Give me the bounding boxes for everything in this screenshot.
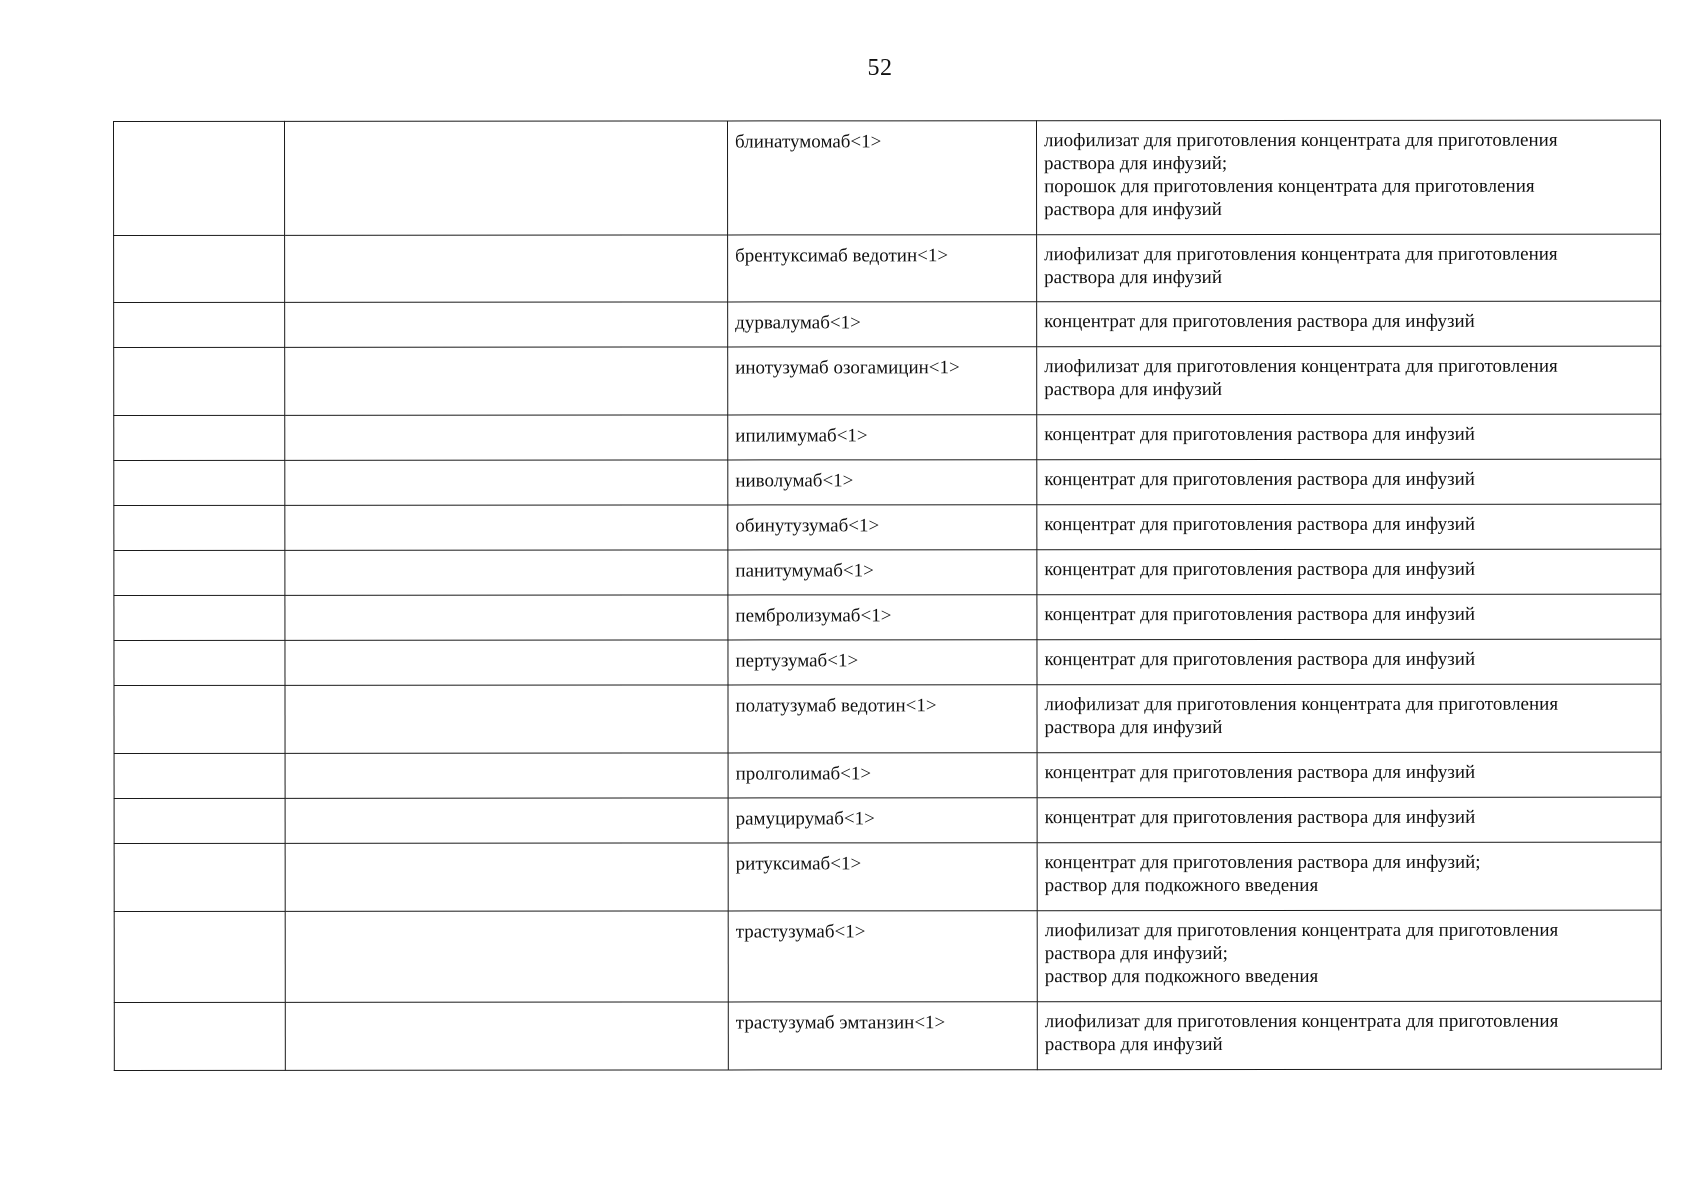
table-row [114, 504, 1661, 550]
table-row [114, 120, 1661, 235]
dosage-form-cell: концентрат для приготовления раствора для инфузий [1037, 301, 1661, 347]
atc-code-cell [114, 235, 285, 302]
dosage-form-cell: концентрат для приготовления раствора для инфузий; раствор для подкожного введения [1037, 842, 1661, 911]
table-row [114, 301, 1661, 347]
table-row [114, 594, 1661, 640]
drug-name-cell: рамуцирумаб<1> [728, 798, 1037, 843]
drug-name-cell: ипилимумаб<1> [728, 415, 1037, 460]
table-row [114, 346, 1661, 415]
atc-code-cell [114, 415, 285, 460]
atc-group-cell [285, 121, 728, 235]
atc-code-cell [114, 640, 285, 685]
atc-group-cell [285, 798, 728, 843]
dosage-form-cell: концентрат для приготовления раствора для инфузий [1037, 549, 1661, 595]
atc-group-cell [285, 843, 728, 911]
dosage-form-cell: лиофилизат для приготовления концентрата для приготовления раствора для инфузий; раствор для подкожного введения [1037, 910, 1661, 1002]
atc-code-cell [114, 347, 285, 415]
atc-group-cell [285, 1002, 728, 1070]
atc-code-cell [114, 550, 285, 595]
drug-name-cell: блинатумомаб<1> [728, 121, 1037, 235]
drug-name-cell: ниволумаб<1> [728, 460, 1037, 505]
dosage-form-cell: лиофилизат для приготовления концентрата для приготовления раствора для инфузий; порошок для приготовления концентрата для приготовления раствора для инфузий [1037, 120, 1661, 235]
atc-code-cell [114, 911, 285, 1002]
drug-table [113, 120, 1662, 1071]
atc-code-cell [114, 302, 285, 347]
atc-code-cell [114, 843, 285, 911]
dosage-form-cell: концентрат для приготовления раствора для инфузий [1037, 639, 1661, 685]
atc-group-cell [285, 640, 728, 685]
drug-name-cell: инотузумаб озогамицин<1> [728, 347, 1037, 415]
dosage-form-cell: концентрат для приготовления раствора для инфузий [1037, 797, 1661, 843]
table-row [114, 459, 1661, 505]
drug-name-cell: пембролизумаб<1> [728, 595, 1037, 640]
drug-name-cell: полатузумаб ведотин<1> [728, 685, 1037, 753]
drug-name-cell: трастузумаб<1> [728, 911, 1037, 1002]
dosage-form-cell: концентрат для приготовления раствора для инфузий [1037, 414, 1661, 460]
dosage-form-cell: концентрат для приготовления раствора для инфузий [1037, 459, 1661, 505]
atc-code-cell [114, 685, 285, 753]
drug-name-cell: обинутузумаб<1> [728, 505, 1037, 550]
page-number: 52 [867, 55, 893, 81]
atc-group-cell [285, 685, 728, 753]
atc-group-cell [285, 753, 728, 798]
table-row [114, 797, 1661, 843]
dosage-form-cell: лиофилизат для приготовления концентрата для приготовления раствора для инфузий [1037, 234, 1661, 302]
atc-code-cell [114, 753, 285, 798]
dosage-form-cell: концентрат для приготовления раствора для инфузий [1037, 504, 1661, 550]
atc-group-cell [285, 347, 728, 415]
table-row [114, 752, 1661, 798]
atc-group-cell [285, 505, 728, 550]
atc-group-cell [285, 911, 728, 1002]
dosage-form-cell: концентрат для приготовления раствора для инфузий [1037, 594, 1661, 640]
atc-code-cell [114, 1002, 285, 1070]
atc-code-cell [114, 798, 285, 843]
atc-code-cell [114, 121, 285, 235]
atc-group-cell [285, 235, 728, 302]
dosage-form-cell: лиофилизат для приготовления концентрата для приготовления раствора для инфузий [1037, 1001, 1661, 1070]
drug-name-cell: ритуксимаб<1> [728, 843, 1037, 911]
atc-group-cell [285, 550, 728, 595]
atc-code-cell [114, 505, 285, 550]
atc-code-cell [114, 595, 285, 640]
drug-name-cell: трастузумаб эмтанзин<1> [728, 1002, 1037, 1070]
dosage-form-cell: лиофилизат для приготовления концентрата для приготовления раствора для инфузий [1037, 684, 1661, 753]
atc-code-cell [114, 460, 285, 505]
table-row [114, 414, 1661, 460]
drug-name-cell: брентуксимаб ведотин<1> [728, 235, 1037, 302]
table-row [114, 910, 1661, 1002]
atc-group-cell [285, 415, 728, 460]
table-row [114, 639, 1661, 685]
table-row [114, 234, 1661, 302]
table-row [114, 842, 1661, 911]
table-row [114, 1001, 1661, 1070]
table-row [114, 549, 1661, 595]
dosage-form-cell: лиофилизат для приготовления концентрата для приготовления раствора для инфузий [1037, 346, 1661, 415]
drug-name-cell: пертузумаб<1> [728, 640, 1037, 685]
drug-name-cell: панитумумаб<1> [728, 550, 1037, 595]
drug-name-cell: дурвалумаб<1> [728, 302, 1037, 347]
atc-group-cell [285, 595, 728, 640]
dosage-form-cell: концентрат для приготовления раствора для инфузий [1037, 752, 1661, 798]
atc-group-cell [285, 460, 728, 505]
drug-name-cell: пролголимаб<1> [728, 753, 1037, 798]
table-row [114, 684, 1661, 753]
atc-group-cell [285, 302, 728, 347]
